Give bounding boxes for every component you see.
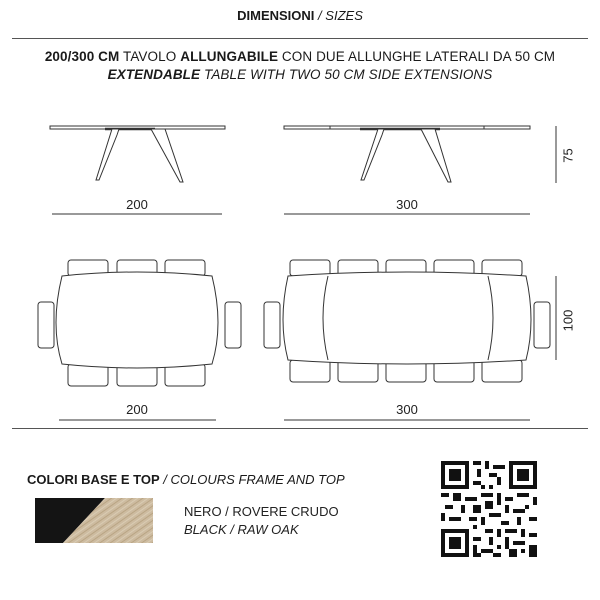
- dim-height: 75: [560, 148, 576, 163]
- colors-title-en: COLOURS FRAME AND TOP: [170, 472, 345, 487]
- dim-top-closed-width: 200: [126, 402, 148, 417]
- product-word-extendable-it: ALLUNGABILE: [180, 49, 279, 64]
- chair-open-right: [534, 302, 550, 348]
- chair-closed-left: [38, 302, 54, 348]
- product-desc-en: TABLE WITH TWO 50 CM SIDE EXTENSIONS: [203, 67, 493, 82]
- dim-side-open-width: 300: [396, 197, 418, 212]
- colors-title-it: COLORI BASE E TOP: [27, 472, 160, 487]
- dim-side-closed-width: 200: [126, 197, 148, 212]
- divider-bottom: [12, 428, 588, 429]
- header-separator: /: [318, 8, 322, 23]
- colors-separator: /: [163, 472, 167, 487]
- header-title-it: DIMENSIONI: [237, 8, 315, 23]
- top-view-closed: [38, 260, 241, 420]
- finish-name-en: BLACK / RAW OAK: [184, 522, 299, 537]
- color-swatch: [35, 498, 153, 543]
- header-title-en: SIZES: [325, 8, 363, 23]
- product-word-table: TAVOLO: [122, 49, 177, 64]
- top-view-open: [264, 260, 556, 420]
- chair-closed-right: [225, 302, 241, 348]
- product-desc-it: CON DUE ALLUNGHE LATERALI DA 50 CM: [281, 49, 556, 64]
- product-word-extendable-en: EXTENDABLE: [107, 67, 201, 82]
- chair-open-left: [264, 302, 280, 348]
- finish-name-it: NERO / ROVERE CRUDO: [184, 504, 339, 519]
- qr-code[interactable]: [441, 461, 537, 557]
- colors-title: [27, 472, 345, 487]
- dim-top-open-width: 300: [396, 402, 418, 417]
- product-size: 200/300 CM: [44, 49, 120, 64]
- dim-depth: 100: [560, 309, 576, 332]
